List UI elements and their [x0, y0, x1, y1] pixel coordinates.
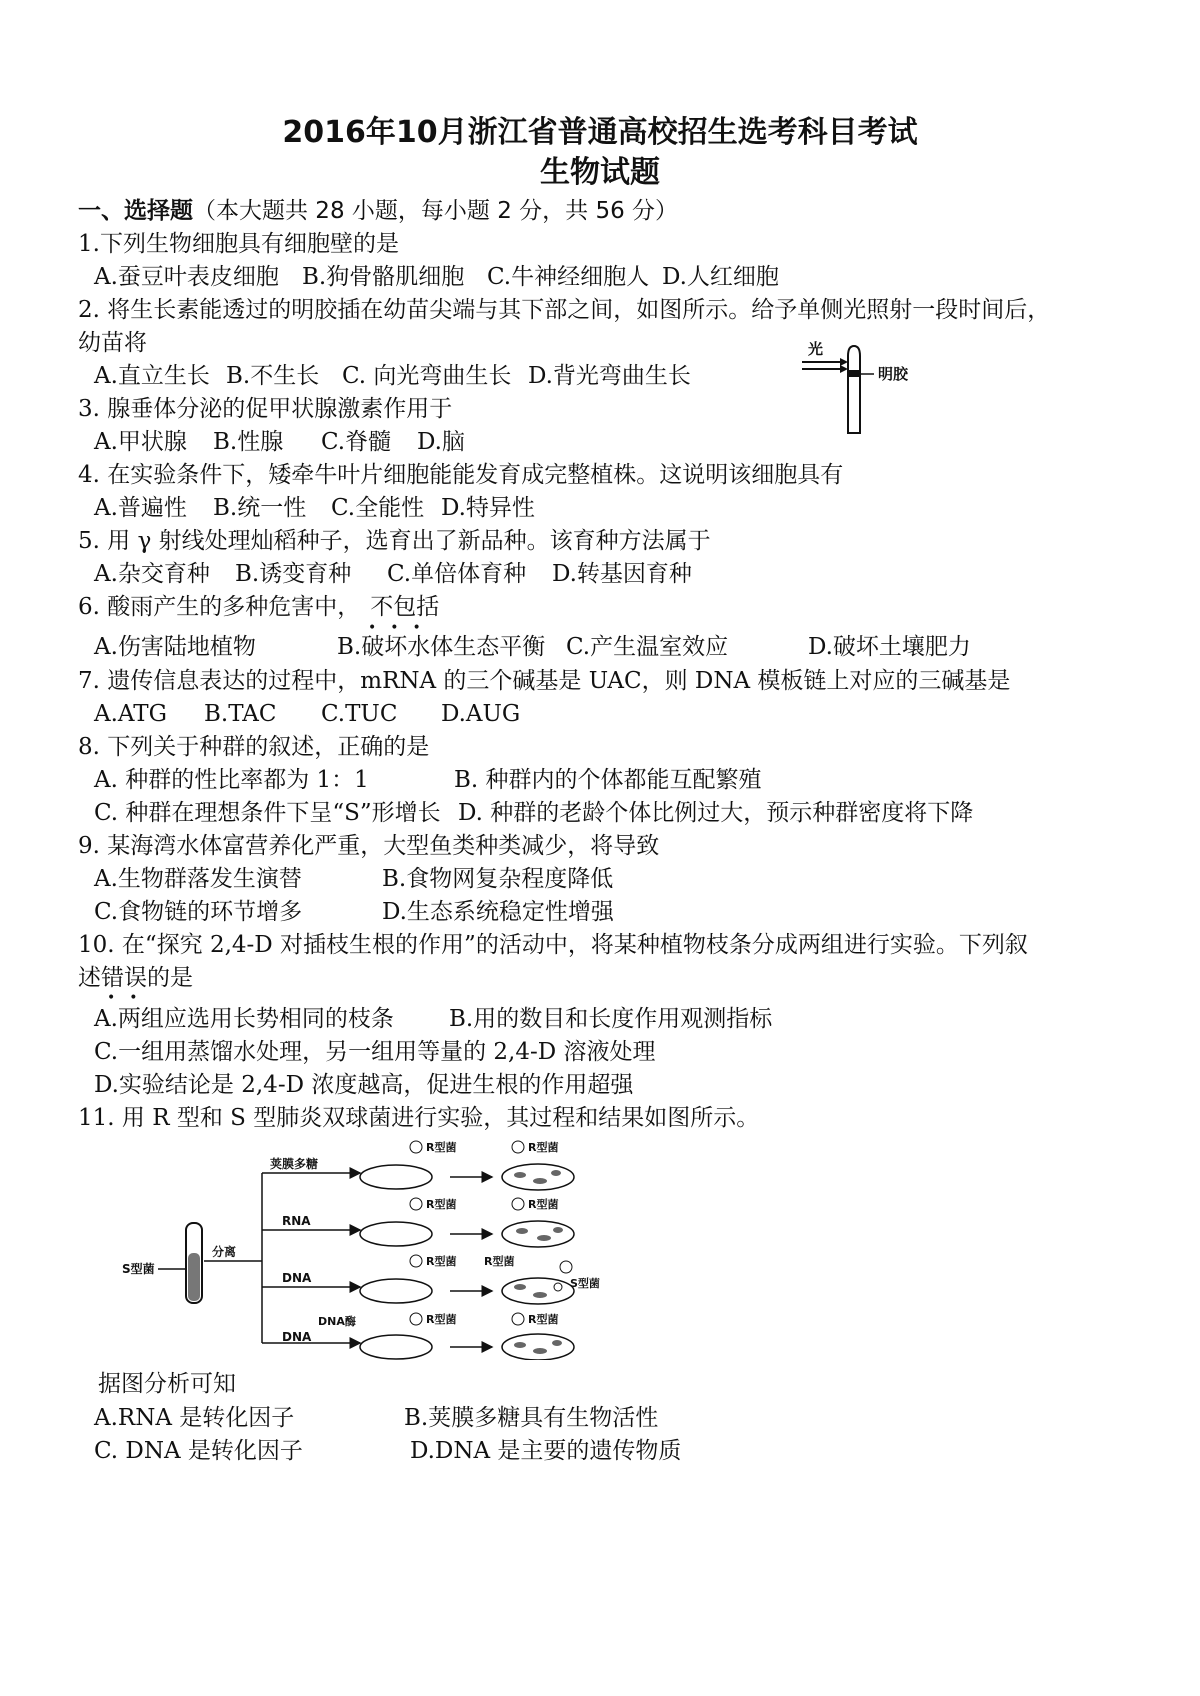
branch-label-dna-2: DNA [282, 1330, 312, 1344]
q10-option-d: D.实验结论是 2,4-D 浓度越高，促进生根的作用超强 [94, 1072, 634, 1098]
q5-option-c: C.单倍体育种 [387, 561, 527, 587]
result-3-icon [560, 1261, 572, 1273]
q6-stem [78, 592, 439, 622]
q6-stem-text: 6. 酸雨产生的多种危害中， [78, 594, 361, 620]
r-inoculation-4 [410, 1312, 456, 1326]
q1-option-b: B.狗骨骼肌细胞 [302, 264, 465, 290]
q5-option-d: D.转基因育种 [552, 561, 692, 587]
q10-emphasis-dots: •• [107, 990, 152, 1006]
q6-emphasis-dots: ••• [368, 620, 435, 636]
colony [516, 1228, 528, 1234]
result-plate-2 [502, 1197, 574, 1247]
q4-stem: 4. 在实验条件下，矮牵牛叶片细胞能能发育成完整植株。这说明该细胞具有 [78, 462, 844, 488]
q9-stem: 9. 某海湾水体富营养化严重，大型鱼类种类减少，将导致 [78, 833, 660, 859]
colony [537, 1235, 551, 1241]
q6-option-a: A.伤害陆地植物 [94, 634, 256, 660]
q1-option-c: C.牛神经细胞人 [487, 264, 650, 290]
q3-option-c: C.脊髓 [321, 429, 392, 455]
r-inoculation-4-label: R型菌 [426, 1313, 457, 1326]
q7-option-b: B.TAC [204, 701, 277, 727]
colony [514, 1284, 526, 1290]
exam-title: 2016年10月浙江省普通高校招生选考科目考试 [282, 115, 918, 150]
result-plate-2-dish [502, 1221, 574, 1247]
colony [514, 1172, 526, 1178]
result-plate-1-dish [502, 1164, 574, 1190]
light-arrowhead-top [840, 358, 848, 366]
gelatin-label: 明胶 [878, 365, 909, 383]
q2-option-a: A.直立生长 [94, 363, 210, 389]
q9-option-b: B.食物网复杂程度降低 [382, 866, 614, 892]
r-inoculation-1-label: R型菌 [426, 1141, 457, 1154]
branch-label-rna: RNA [282, 1214, 311, 1228]
q3-stem: 3. 腺垂体分泌的促甲状腺激素作用于 [78, 396, 453, 422]
q8-option-b: B. 种群内的个体都能互配繁殖 [454, 767, 762, 793]
q1-option-d: D.人红细胞 [662, 264, 779, 290]
tube-sediment [188, 1253, 200, 1301]
colony [533, 1292, 547, 1298]
result-plate-4-dish [502, 1334, 574, 1360]
result-3-label: R型菌 [484, 1255, 515, 1268]
q1-stem: 1.下列生物细胞具有细胞壁的是 [78, 231, 399, 257]
result-2-icon [512, 1198, 524, 1210]
seedling-shape [848, 346, 860, 433]
q3-option-b: B.性腺 [213, 429, 284, 455]
colony [533, 1348, 547, 1354]
result-4-label: R型菌 [528, 1313, 559, 1326]
q11-stem: 11. 用 R 型和 S 型肺炎双球菌进行实验，其过程和结果如图所示。 [78, 1105, 760, 1131]
q2-option-b: B.不生长 [226, 363, 320, 389]
q8-option-d: D. 种群的老龄个体比例过大，预示种群密度将下降 [458, 800, 974, 826]
q9-option-a: A.生物群落发生演替 [94, 866, 302, 892]
plate-3 [360, 1279, 432, 1303]
q11-option-a: A.RNA 是转化因子 [94, 1405, 295, 1431]
q7-stem: 7. 遗传信息表达的过程中，mRNA 的三个碱基是 UAC，则 DNA 模板链上对应的三碱基是 [78, 668, 1011, 694]
branch-label-polysaccharide: 荚膜多糖 [270, 1157, 319, 1171]
q2-stem-line1: 2. 将生长素能透过的明胶插在幼苗尖端与其下部之间，如图所示。给予单侧光照射一段时间后， [78, 297, 1051, 323]
q4-option-d: D.特异性 [441, 495, 535, 521]
q7-option-c: C.TUC [321, 701, 398, 727]
r-inoculation-2-icon [410, 1198, 422, 1210]
section-note: （本大题共 28 小题，每小题 2 分，共 56 分） [193, 198, 679, 224]
colony [551, 1170, 561, 1176]
separate-label: 分离 [212, 1245, 237, 1259]
q11-option-d: D.DNA 是主要的遗传物质 [410, 1438, 682, 1464]
q10-stem-line1: 10. 在“探究 2,4-D 对插枝生根的作用”的活动中，将某种植物枝条分成两组进行实验。下列叙 [78, 932, 1028, 958]
result-plate-1 [502, 1140, 574, 1190]
q7-option-a: A.ATG [94, 701, 167, 727]
plate-2 [360, 1222, 432, 1246]
result-plate-4 [502, 1312, 574, 1360]
plate-1 [360, 1165, 432, 1189]
q1-option-a: A.蚕豆叶表皮细胞 [94, 264, 279, 290]
q2-stem-line2: 幼苗将 [78, 330, 147, 356]
q10-option-b: B.用的数目和长度作用观测指标 [449, 1006, 773, 1032]
q8-stem: 8. 下列关于种群的叙述，正确的是 [78, 734, 430, 760]
q3-option-d: D.脑 [417, 429, 465, 455]
q7-option-d: D.AUG [441, 701, 521, 727]
q5-stem: 5. 用 γ 射线处理灿稻种子，选育出了新品种。该育种方法属于 [78, 528, 711, 554]
q6-emphasis: 不包括 [370, 594, 440, 620]
exam-subtitle: 生物试题 [540, 155, 660, 190]
r-inoculation-1-icon [410, 1141, 422, 1153]
result-plate-3 [484, 1254, 600, 1304]
light-arrowhead-bottom [840, 365, 848, 373]
colony [533, 1178, 547, 1184]
transformation-figure [120, 1135, 620, 1360]
q9-option-c: C.食物链的环节增多 [94, 899, 303, 925]
result-plate-3-dish [502, 1278, 574, 1304]
colony [514, 1342, 526, 1348]
r-inoculation-4-icon [410, 1313, 422, 1325]
s-bacteria-label: S型菌 [122, 1262, 155, 1276]
q4-option-a: A.普遍性 [94, 495, 187, 521]
q10-option-a: A.两组应选用长势相同的枝条 [94, 1006, 394, 1032]
q8-option-a: A. 种群的性比率都为 1：1 [94, 767, 369, 793]
r-inoculation-2 [410, 1197, 456, 1211]
r-inoculation-1 [410, 1140, 456, 1154]
r-inoculation-3 [410, 1254, 456, 1268]
plate-4 [360, 1335, 432, 1359]
q9-option-d: D.生态系统稳定性增强 [382, 899, 614, 925]
section-title: 一、选择题 [78, 198, 193, 224]
q4-option-b: B.统一性 [213, 495, 307, 521]
dnase-label: DNA酶 [318, 1315, 356, 1328]
branch-label-dna: DNA [282, 1271, 312, 1285]
light-label: 光 [808, 340, 824, 358]
q10-stem-line2: 述错误的是 [78, 965, 193, 991]
r-inoculation-3-label: R型菌 [426, 1255, 457, 1268]
gelatin-block [848, 370, 860, 377]
seedling-figure [800, 338, 930, 436]
result-4-icon [512, 1313, 524, 1325]
q11-sub: 据图分析可知 [98, 1371, 236, 1397]
q11-option-c: C. DNA 是转化因子 [94, 1438, 303, 1464]
r-inoculation-3-icon [410, 1255, 422, 1267]
result-3-s-label: S型菌 [570, 1277, 600, 1290]
q4-option-c: C.全能性 [331, 495, 425, 521]
colony [553, 1227, 563, 1233]
section-heading [78, 196, 678, 226]
result-1-label: R型菌 [528, 1141, 559, 1154]
q6-option-c: C.产生温室效应 [566, 634, 729, 660]
q2-option-d: D.背光弯曲生长 [528, 363, 691, 389]
result-2-label: R型菌 [528, 1198, 559, 1211]
q3-option-a: A.甲状腺 [94, 429, 187, 455]
q6-option-d: D.破坏土壤肥力 [808, 634, 971, 660]
q11-option-b: B.荚膜多糖具有生物活性 [404, 1405, 659, 1431]
colony [552, 1340, 562, 1346]
result-1-icon [512, 1141, 524, 1153]
q10-option-c: C.一组用蒸馏水处理，另一组用等量的 2,4-D 溶液处理 [94, 1039, 656, 1065]
r-inoculation-2-label: R型菌 [426, 1198, 457, 1211]
s-colony [554, 1283, 562, 1291]
q2-option-c: C. 向光弯曲生长 [342, 363, 512, 389]
q5-option-a: A.杂交育种 [94, 561, 210, 587]
q6-option-b: B.破坏水体生态平衡 [337, 634, 546, 660]
q8-option-c: C. 种群在理想条件下呈“S”形增长 [94, 800, 441, 826]
q5-option-b: B.诱变育种 [235, 561, 352, 587]
